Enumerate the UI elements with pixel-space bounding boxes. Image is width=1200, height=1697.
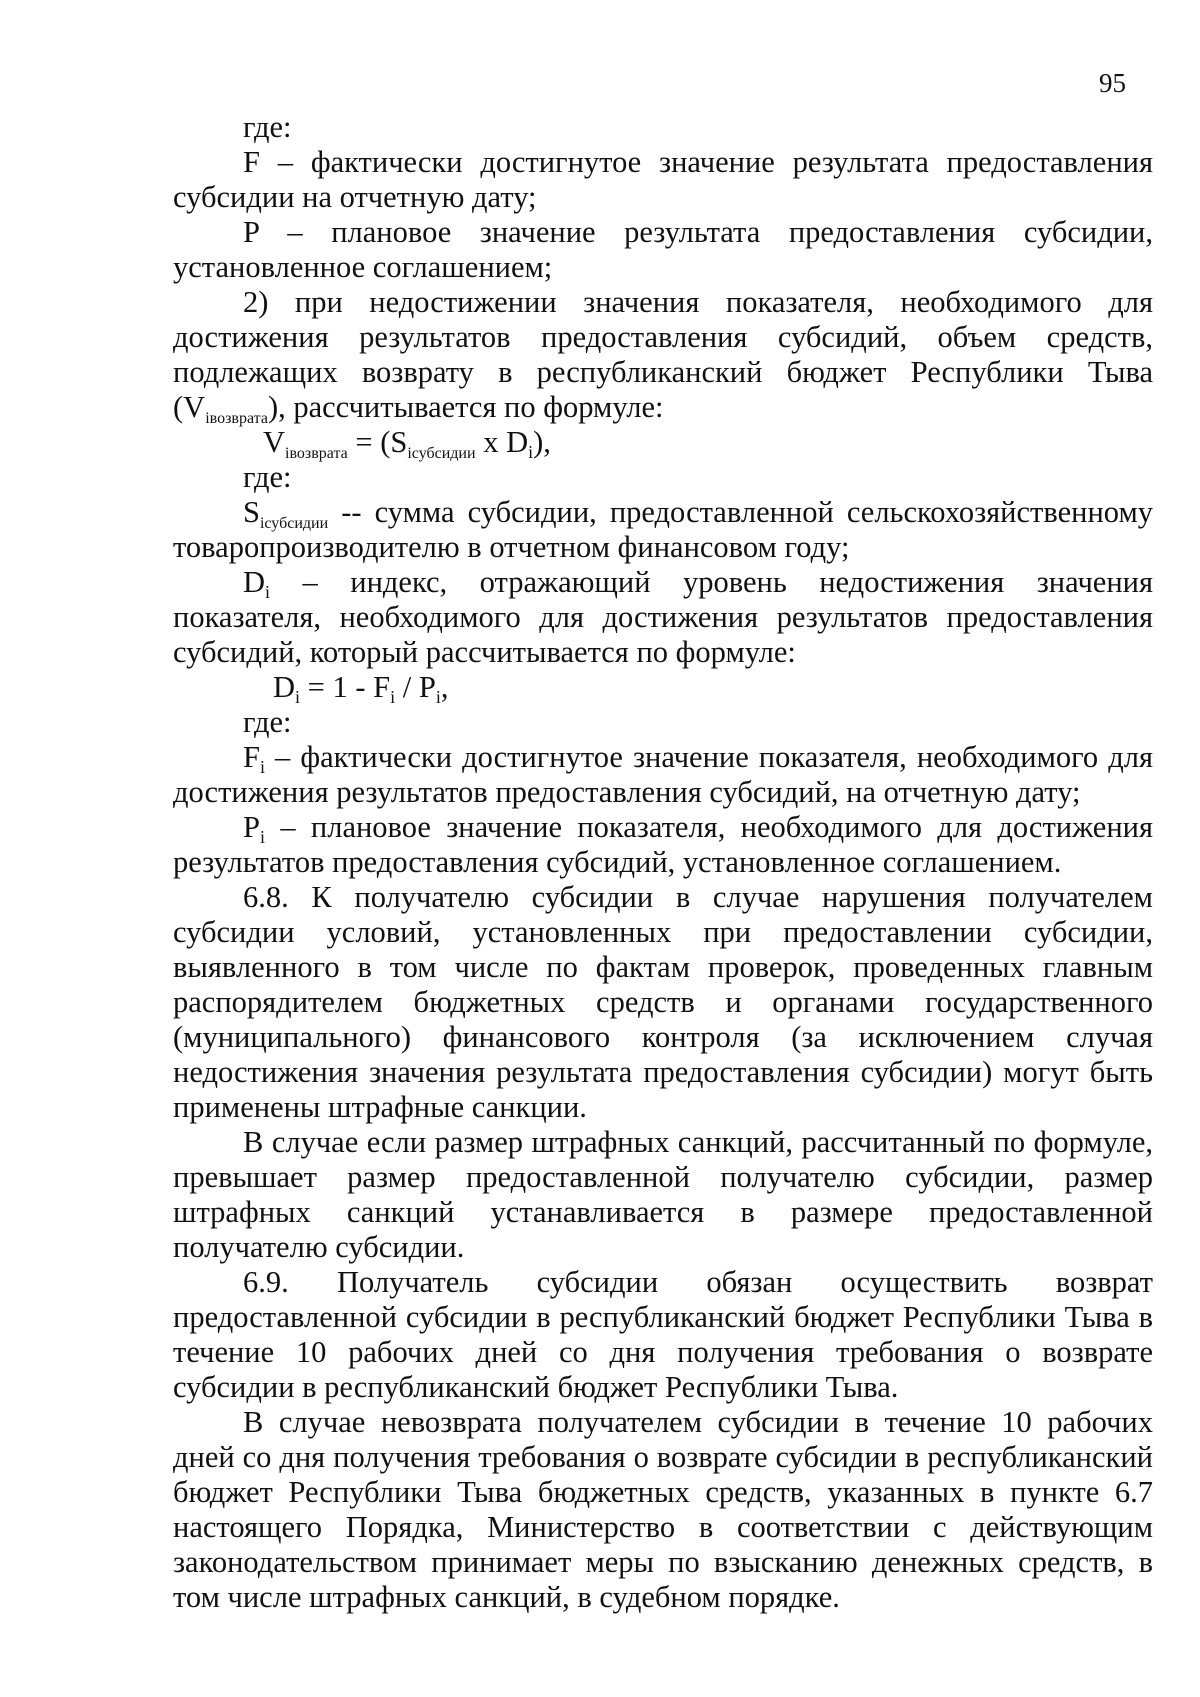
paragraph-6-9: 6.9. Получатель субсидии обязан осуществить возврат предоставленной субсидии в республиканский бюджет Республики Тыва в течение 10 рабочих дней со дня получения требования о возврате субсидии в республиканский бюджет Республики Тыва. — [173, 1265, 1153, 1404]
formula1-eq: = (S — [347, 425, 408, 459]
formula1-x: x D — [475, 425, 529, 459]
formula2-mid: = 1 - F — [300, 670, 391, 704]
D-lead: D — [243, 565, 266, 599]
Pi-text: – плановое значение показателя, необходимого для достижения результатов предоставления субсидий, установленное соглашением. — [173, 810, 1153, 879]
formula1-S-subscript: iсубсидии — [407, 445, 476, 462]
Pi-lead: P — [243, 810, 260, 844]
paragraph-Pi-definition — [173, 810, 1153, 880]
paragraph-P-definition: P – плановое значение результата предоставления субсидии, установленное соглашением; — [173, 215, 1153, 284]
formula-refund-volume — [173, 425, 1153, 460]
Fi-subscript: i — [259, 757, 265, 777]
paragraph-item-2 — [173, 285, 1153, 425]
paragraph-where-1: где: — [243, 110, 292, 144]
S-subscript: iсубсидии — [259, 515, 329, 532]
formula1-V: V — [263, 425, 286, 459]
D-subscript: i — [265, 582, 271, 602]
paragraph-D-definition — [173, 565, 1153, 670]
Pi-subscript: i — [259, 827, 265, 847]
formula2-F-subscript: i — [390, 687, 396, 707]
formula-index — [173, 670, 1153, 705]
formula1-D-subscript: i — [528, 442, 534, 462]
paragraph-6-8: 6.8. К получателю субсидии в случае нарушения получателем субсидии условий, установленных при предоставлении субсидии, выявленного в том числе по фактам проверок, проведенных главным распорядителем бюджетных средств и органами государственного (муниципального) финансового контроля (за исключением случая недостижения значения результата предоставления субсидии) могут быть применены штрафные санкции. — [173, 880, 1153, 1124]
paragraph-F-definition: F – фактически достигнутое значение результата предоставления субсидии на отчетную дату; — [173, 145, 1153, 214]
formula2-end: , — [440, 670, 449, 704]
D-text: – индекс, отражающий уровень недостижения значения показателя, необходимого для достижения результатов предоставления субсидий, который рассчитывается по формуле: — [173, 565, 1153, 669]
Fi-text: – фактически достигнутое значение показателя, необходимого для достижения результатов предоставления субсидий, на отчетную дату; — [173, 740, 1153, 809]
formula2-D: D — [273, 670, 296, 704]
S-lead: S — [243, 495, 260, 529]
paragraph-S-definition — [173, 495, 1153, 565]
paragraph-nonreturn: В случае невозврата получателем субсидии в течение 10 рабочих дней со дня получения требования о возврате субсидии в республиканский бюджет Республики Тыва бюджетных средств, указанных в пункте 6.7 настоящего Порядка, Министерство в соответствии с действующим законодательством принимает меры по взысканию денежных средств, в том числе штрафных санкций, в судебном порядке. — [173, 1405, 1153, 1614]
document-body — [173, 110, 1153, 1615]
formula1-end: ), — [533, 425, 551, 459]
S-text: -- сумма субсидии, предоставленной сельскохозяйственному товаропроизводителю в отчетном финансовом году; — [173, 495, 1153, 564]
paragraph-where-3: где: — [243, 705, 292, 739]
Fi-lead: F — [243, 740, 260, 774]
formula2-div: / P — [395, 670, 436, 704]
paragraph-fines: В случае если размер штрафных санкций, рассчитанный по формуле, превышает размер предоставленной получателю субсидии, размер штрафных санкций устанавливается в размере предоставленной получателю субсидии. — [173, 1125, 1153, 1264]
formula2-D-subscript: i — [295, 687, 301, 707]
paragraph-where-2: где: — [243, 460, 292, 494]
formula1-V-subscript: iвозврата — [285, 445, 348, 462]
item-2-text-b: ), рассчитывается по формуле: — [267, 390, 664, 424]
paragraph-Fi-definition — [173, 740, 1153, 810]
item-2-subscript: iвозврата — [205, 410, 268, 427]
formula2-P-subscript: i — [435, 687, 441, 707]
item-2-text-a: 2) при недостижении значения показателя, необходимого для достижения результатов предоставления субсидий, объем средств, подлежащих возврату в республиканский бюджет Республики Тыва (V — [173, 285, 1153, 424]
page-number: 95 — [1099, 68, 1126, 98]
